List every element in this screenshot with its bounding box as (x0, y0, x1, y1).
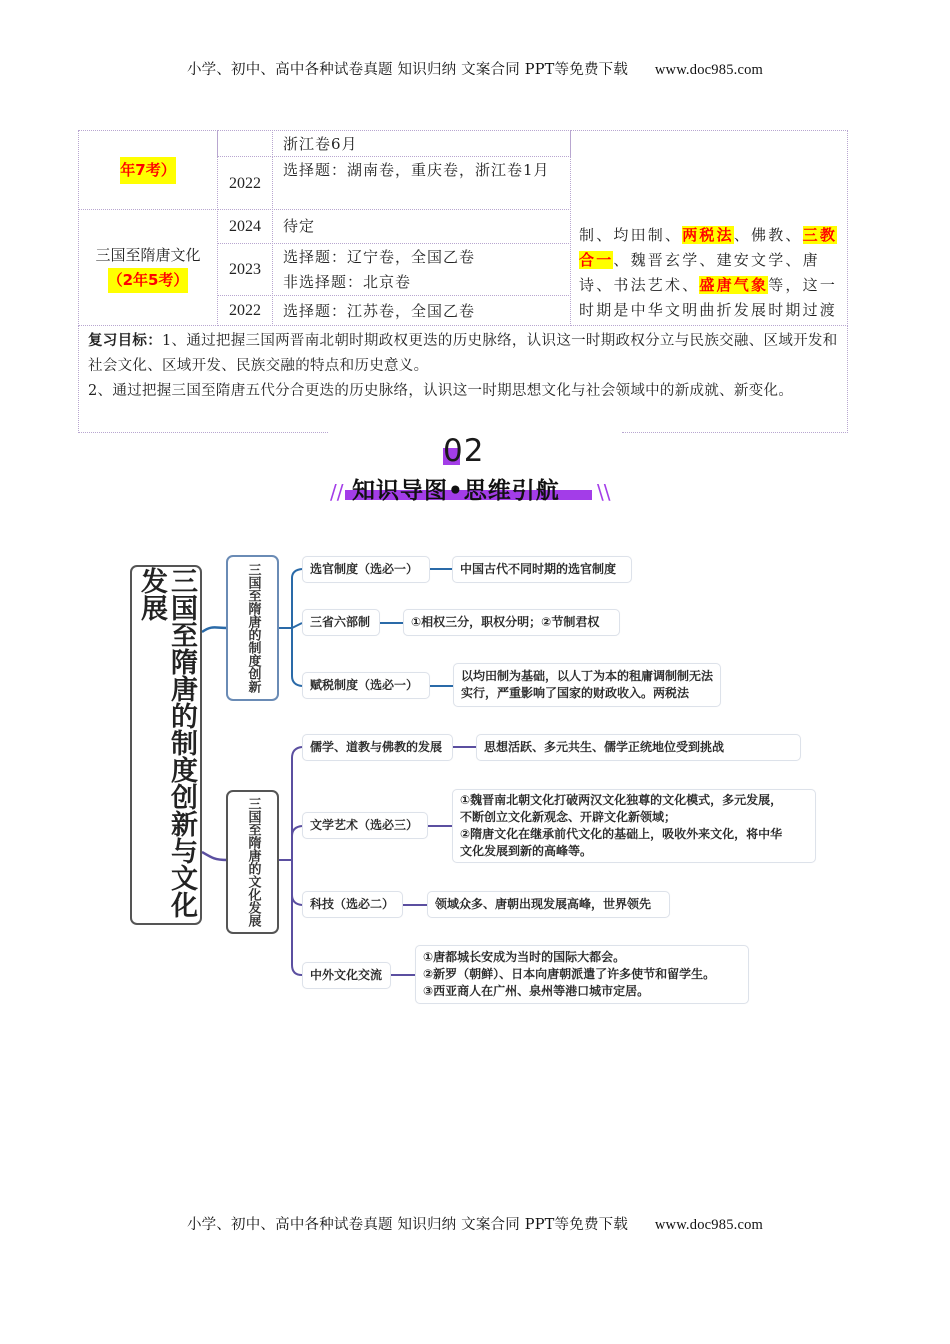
slash-decoration-icon: // (330, 480, 344, 504)
detail-line: 文化发展到新的高峰等。 (460, 844, 593, 858)
summary-text: 等，这一时期是中华文明曲折发展时期过渡 (579, 276, 838, 319)
branch-cultural-development (226, 790, 279, 934)
detail-node (452, 556, 632, 583)
header-text: 小学、初中、高中各种试卷真题 知识归纳 文案合同 PPT等免费下载 (186, 62, 629, 78)
topic-label: 中外文化交流 (310, 968, 383, 982)
detail-line: ①唐都城长安成为当时的国际大都会。 (423, 950, 626, 964)
detail-node (453, 663, 721, 707)
footer-url[interactable]: www.doc985.com (654, 1217, 764, 1233)
topic-label: 三国至隋唐文化 (95, 245, 201, 264)
review-item-2: 2、通过把握三国至隋唐五代分合更迭的历史脉络，认识这一时期思想文化与社会领域中的新成就、新变化。 (88, 383, 794, 399)
detail-line: ②新罗（朝鲜）、日本向唐朝派遣了许多使节和留学生。 (423, 967, 716, 981)
exam-text: 待定 (283, 217, 316, 235)
exam-text: 选择题：江苏卷，全国乙卷 (283, 302, 476, 320)
review-item-1: 1、通过把握三国两晋南北朝时期政权更迭的历史脉络，认识这一时期政权分立与民族交融、区域开发和社会文化、区域开发、民族交融的特点和历史意义。 (88, 333, 838, 374)
summary-highlight: 三教合一 (579, 226, 838, 269)
detail-node (452, 789, 816, 863)
topic-label: 赋税制度（选必一） (310, 678, 419, 692)
exam-text: 选择题：湖南卷，重庆卷，浙江卷1月 (283, 161, 550, 179)
root-label: 三国至隋唐的制度创新与文化发展 (136, 567, 197, 918)
topic-node (302, 609, 380, 636)
year-label: 2022 (229, 174, 261, 192)
detail-node (415, 945, 749, 1004)
year-label: 2023 (229, 261, 261, 278)
topic-highlight: （2年5考） (108, 268, 189, 293)
detail-node (476, 734, 801, 761)
topic-node (302, 812, 428, 839)
topic-highlight: 年7考） (120, 157, 175, 184)
page-footer (0, 1213, 950, 1234)
detail-line: ②隋唐文化在继承前代文化的基础上，吸收外来文化，将中华 (460, 827, 783, 841)
exam-text: 选择题：辽宁卷，全国乙卷 (283, 248, 476, 266)
year-label: 2022 (229, 302, 261, 319)
section-number: 02 (443, 433, 485, 469)
topic-node (302, 734, 453, 761)
topic-node (302, 672, 430, 699)
detail-text: 中国古代不同时期的选官制度 (460, 562, 617, 576)
header-url[interactable]: www.doc985.com (654, 62, 764, 78)
detail-node (403, 609, 620, 636)
branch-label: 三国至隋唐的文化发展 (245, 797, 261, 927)
summary-highlight: 两税法 (682, 226, 734, 244)
topic-label: 文学艺术（选必三） (310, 818, 419, 832)
branch-institutional-innovation (226, 555, 279, 701)
topic-label: 三省六部制 (310, 615, 371, 629)
exam-text: 非选择题：北京卷 (283, 273, 412, 291)
mind-map-root (130, 565, 202, 925)
summary-text: 制、均田制、 (579, 226, 683, 244)
footer-text: 小学、初中、高中各种试卷真题 知识归纳 文案合同 PPT等免费下载 (186, 1217, 629, 1233)
detail-line: ①魏晋南北朝文化打破两汉文化独尊的文化模式，多元发展， (460, 793, 783, 807)
topic-node (302, 556, 430, 583)
summary-text: 、魏晋玄学、建安文学、唐诗、书法艺术、 (579, 251, 820, 294)
detail-text: 领域众多、唐朝出现发展高峰，世界领先 (435, 897, 652, 911)
detail-node (427, 891, 670, 918)
summary-highlight: 盛唐气象 (699, 276, 769, 294)
review-label: 复习目标： (88, 333, 162, 349)
detail-line: ③西亚商人在广州、泉州等港口城市定居。 (423, 984, 650, 998)
topic-node (302, 891, 403, 918)
topic-label: 儒学、道教与佛教的发展 (310, 740, 443, 754)
exam-text: 浙江卷6月 (283, 135, 358, 153)
detail-text: ①相权三分，职权分明；②节制君权 (411, 615, 600, 629)
backslash-decoration-icon: \\ (597, 480, 611, 504)
topic-label: 科技（选必二） (310, 897, 395, 911)
branch-label: 三国至隋唐的制度创新 (245, 563, 261, 693)
detail-text: 思想活跃、多元共生、儒学正统地位受到挑战 (484, 740, 725, 754)
year-label: 2024 (229, 218, 261, 235)
detail-text: 以均田制为基础，以人丁为本的租庸调制制无法实行，严重影响了国家的财政收入。两税法 (461, 669, 714, 700)
topic-node (302, 962, 391, 989)
summary-text: 、佛教、 (733, 226, 803, 244)
detail-line: 不断创立文化新观念、开辟文化新领域； (460, 810, 677, 824)
section-title: 知识导图•思维引航 (352, 478, 560, 504)
topic-label: 选官制度（选必一） (310, 562, 419, 576)
